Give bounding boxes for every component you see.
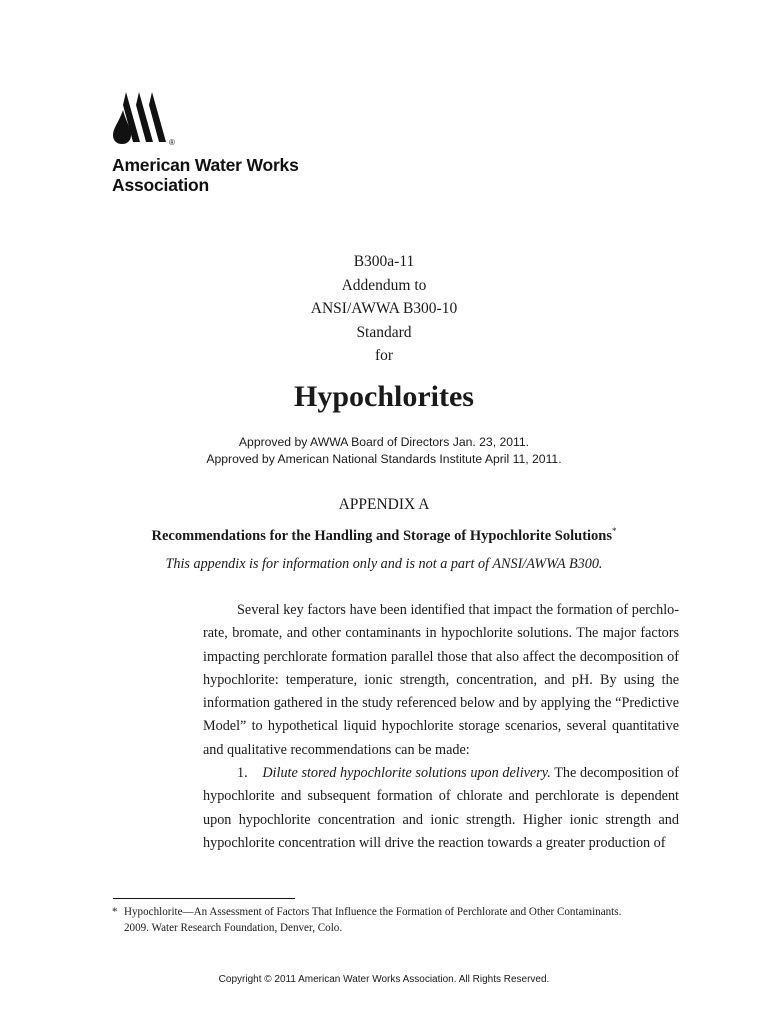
approval-ansi: Approved by American National Standards Institute April 11, 2011. bbox=[206, 452, 562, 466]
footnote-line1: Hypochlorite—An Assessment of Factors That Influence the Formation of Perchlorate and Other Contaminants. bbox=[124, 906, 622, 918]
footnote bbox=[112, 905, 682, 936]
addendum-label: Addendum to bbox=[341, 276, 427, 294]
for-label: for bbox=[374, 347, 394, 364]
standard-label: Standard bbox=[356, 323, 412, 341]
awwa-logo-icon bbox=[112, 92, 184, 146]
registered-mark: ® bbox=[169, 138, 175, 146]
appendix-subtitle-text: Recommendations for the Handling and Storage of Hypochlorite Solutions bbox=[151, 527, 613, 544]
appendix-note: This appendix is for information only and is not a part of ANSI/AWWA B300. bbox=[165, 556, 603, 572]
approval-awwa: Approved by AWWA Board of Directors Jan. 23, 2011. bbox=[238, 435, 530, 449]
standard-number: B300a-11 bbox=[353, 253, 415, 270]
body-text bbox=[203, 599, 679, 855]
org-name-line1: American Water Works bbox=[112, 155, 299, 175]
footnote-line2: 2009. Water Research Foundation, Denver, Colo. bbox=[124, 921, 343, 934]
copyright-notice: Copyright © 2011 American Water Works Association. All Rights Reserved. bbox=[218, 974, 550, 985]
organization-name bbox=[112, 155, 312, 195]
list-number: 1. bbox=[237, 765, 248, 782]
org-name-line2: Association bbox=[112, 175, 209, 195]
appendix-heading: APPENDIX A bbox=[338, 496, 430, 513]
appendix-subtitle bbox=[0, 526, 768, 545]
footnote-mark: * bbox=[112, 906, 118, 918]
list-item-text: The decomposition of hypochlorite and subsequent formation of chlorate and perchlorate is dependent upon hypochlorite concentration and ionic strength. Higher ionic strength and hypochlorite concentration will drive the reaction towards a greater production of bbox=[203, 765, 679, 851]
paragraph: Several key factors have been identified that impact the formation of perchlorate, bromate, and other contaminants in hypochlorite solutions. The major factors impacting perchlorate formation parallel those that also affect the decomposition of hypochlorite: temperature, ionic strength, concentration, and pH. By using the information gathered in the study referenced below and by applying the “Predictive Model” to hypothetical liquid hypochlorite storage scenarios, several quantitative and qualitative recommendations can be made: bbox=[203, 602, 679, 758]
approvals bbox=[0, 434, 768, 468]
footnote-divider bbox=[113, 898, 295, 899]
list-item-heading: Dilute stored hypochlorite solutions upon delivery. bbox=[262, 765, 551, 782]
base-standard: ANSI/AWWA B300-10 bbox=[310, 300, 458, 317]
standard-designation bbox=[0, 250, 768, 368]
list-item-1 bbox=[203, 762, 679, 855]
footnote-reference: * bbox=[612, 526, 617, 536]
awwa-logo bbox=[112, 92, 312, 195]
page-title: Hypochlorites bbox=[294, 380, 474, 413]
